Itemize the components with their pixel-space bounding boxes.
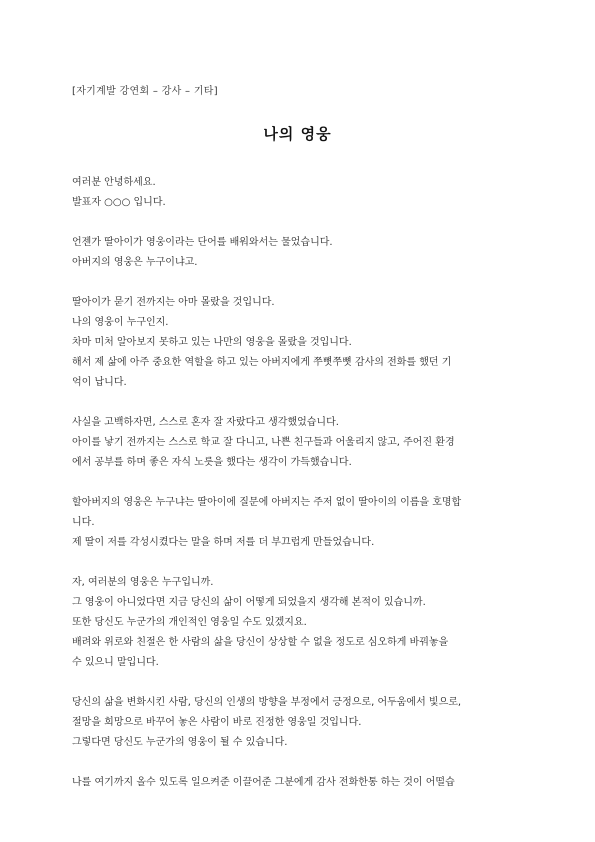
paragraph xyxy=(72,693,528,753)
text-line: 당신의 삶을 변화시킨 사람, 당신의 인생의 방향을 부정에서 긍정으로, 어두움에서 빛으로, xyxy=(72,697,462,708)
text-line: 언젠가 딸아이가 영웅이라는 단어를 배워와서는 물었습니다. xyxy=(72,237,333,248)
text-line: 차마 미처 알아보지 못하고 있는 나만의 영웅을 몰랐을 것입니다. xyxy=(72,337,352,348)
text-line: 니다. xyxy=(72,517,95,528)
text-line: 발표자 ○○○ 입니다. xyxy=(72,197,166,208)
document-title: 나의 영웅 xyxy=(263,125,332,143)
paragraph xyxy=(72,233,528,273)
paragraph xyxy=(72,493,528,553)
text-line: 딸아이가 묻기 전까지는 아마 몰랐을 것입니다. xyxy=(72,297,275,308)
paragraph xyxy=(72,773,528,793)
text-line: 해서 제 삶에 아주 중요한 역할을 하고 있는 아버지에게 쭈뼛쭈뼛 감사의 전화를 했던 기 xyxy=(72,357,452,368)
text-line: 그렇다면 당신도 누군가의 영웅이 될 수 있습니다. xyxy=(72,737,288,748)
text-line: 나를 여기까지 올수 있도록 일으켜준 이끌어준 그분에게 감사 전화한통 하는 것이 어떨습 xyxy=(72,777,455,788)
text-line: 그 영웅이 아니었다면 지금 당신의 삶이 어떻게 되었을지 생각해 본적이 있습니까. xyxy=(72,597,426,608)
text-line: 제 딸이 저를 각성시켰다는 말을 하며 저를 더 부끄럽게 만들었습니다. xyxy=(72,537,375,548)
text-line: 사실을 고백하자면, 스스로 혼자 잘 자랐다고 생각했었습니다. xyxy=(72,417,339,428)
text-line: 억이 납니다. xyxy=(72,377,127,388)
paragraph xyxy=(72,413,528,473)
text-line: 또한 당신도 누군가의 개인적인 영웅일 수도 있겠지요. xyxy=(72,617,307,628)
text-line: 자, 여러분의 영웅은 누구입니까. xyxy=(72,577,214,588)
paragraph xyxy=(72,573,528,673)
text-line: 절망을 희망으로 바꾸어 놓은 사람이 바로 진정한 영웅일 것입니다. xyxy=(72,717,362,728)
document-body xyxy=(72,173,528,813)
text-line: 배려와 위로와 친절은 한 사람의 삶을 당신이 상상할 수 없을 정도로 심오하게 바꿔놓을 xyxy=(72,637,449,648)
text-line: 아버지의 영웅은 누구이냐고. xyxy=(72,257,198,268)
text-line: 나의 영웅이 누구인지. xyxy=(72,317,169,328)
text-line: 아이를 낳기 전까지는 스스로 학교 잘 다니고, 나쁜 친구들과 어울리지 않고, 주어진 환경 xyxy=(72,437,455,448)
document-category: [자기계발 강연회 – 강사 – 기타] xyxy=(72,86,218,97)
text-line: 할아버지의 영웅은 누구냐는 딸아이에 질문에 아버지는 주저 없이 딸아이의 이름을 호명합 xyxy=(72,497,462,508)
text-line: 여러분 안녕하세요. xyxy=(72,177,156,188)
text-line: 수 있으니 말입니다. xyxy=(72,657,159,668)
text-line: 에서 공부를 하며 좋은 자식 노릇을 했다는 생각이 가득했습니다. xyxy=(72,457,352,468)
paragraph xyxy=(72,173,528,213)
paragraph xyxy=(72,293,528,393)
